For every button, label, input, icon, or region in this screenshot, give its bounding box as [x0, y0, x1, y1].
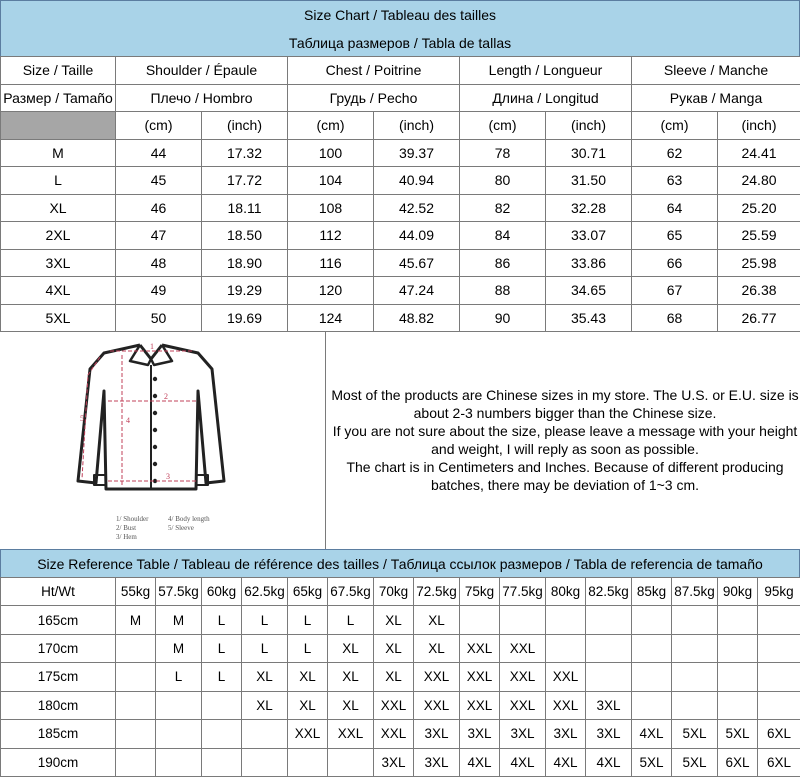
size-row [1, 277, 800, 305]
chart-title-band-1 [0, 0, 800, 29]
weight-header-cell: 72.5kg [414, 578, 460, 606]
recommended-size-cell [758, 663, 800, 691]
recommended-size-cell: L [288, 606, 328, 634]
recommended-size-cell: L [202, 663, 242, 691]
unit-cell: (inch) [374, 112, 460, 140]
legend-item-sleeve: 5/ Sleeve [168, 524, 194, 532]
measurement-cell: 26.38 [718, 277, 800, 305]
recommended-size-cell: 3XL [460, 720, 500, 748]
measurement-cell: 33.07 [546, 222, 632, 250]
weight-header-cell: 82.5kg [586, 578, 632, 606]
measurement-cell: 86 [460, 249, 546, 277]
recommended-size-cell: XL [374, 606, 414, 634]
recommended-size-cell [460, 606, 500, 634]
recommended-size-cell: 5XL [632, 748, 672, 776]
recommended-size-cell: 3XL [374, 748, 414, 776]
recommended-size-cell: XXL [500, 634, 546, 662]
reference-row [1, 663, 800, 691]
measurement-cell: 40.94 [374, 167, 460, 195]
recommended-size-cell: XL [288, 691, 328, 719]
recommended-size-cell [116, 748, 156, 776]
measurement-cell: 66 [632, 249, 718, 277]
recommended-size-cell: XL [242, 691, 288, 719]
reference-row [1, 748, 800, 776]
measurement-cell: 47 [116, 222, 202, 250]
measurement-cell: 33.86 [546, 249, 632, 277]
size-note [330, 331, 800, 549]
note-line: If you are not sure about the size, please leave a message with your height [333, 422, 798, 440]
recommended-size-cell: 4XL [500, 748, 546, 776]
size-label-cell: L [1, 167, 116, 195]
size-row [1, 194, 800, 222]
recommended-size-cell: XXL [460, 691, 500, 719]
legend-item-body-length: 4/ Body length [168, 515, 210, 523]
measurement-cell: 45 [116, 167, 202, 195]
recommended-size-cell: XXL [500, 691, 546, 719]
measurement-cell: 62 [632, 139, 718, 167]
info-section [0, 331, 800, 549]
weight-header-cell: 77.5kg [500, 578, 546, 606]
measurement-cell: 100 [288, 139, 374, 167]
weight-header-cell: 90kg [718, 578, 758, 606]
sleeve-header-alt: Рукав / Manga [632, 84, 800, 112]
measurement-cell: 90 [460, 304, 546, 332]
recommended-size-cell: XXL [374, 720, 414, 748]
length-header-alt: Длина / Longitud [460, 84, 632, 112]
measurement-cell: 48 [116, 249, 202, 277]
measure-num-2: 2 [164, 392, 168, 401]
measurement-cell: 17.32 [202, 139, 288, 167]
note-line: The chart is in Centimeters and Inches. Because of different producing [346, 458, 783, 476]
measurement-cell: 19.69 [202, 304, 288, 332]
measurement-cell: 46 [116, 194, 202, 222]
recommended-size-cell: M [156, 634, 202, 662]
recommended-size-cell: L [288, 634, 328, 662]
measurement-cell: 18.11 [202, 194, 288, 222]
recommended-size-cell: XXL [460, 663, 500, 691]
size-row [1, 249, 800, 277]
recommended-size-cell: 3XL [586, 691, 632, 719]
measurement-cell: 18.50 [202, 222, 288, 250]
reference-title: Size Reference Table / Tableau de référence des tailles / Таблица ссылок размеров / Tabla de referencia de tamaño [37, 556, 763, 572]
measurement-cell: 50 [116, 304, 202, 332]
measurement-cell: 25.98 [718, 249, 800, 277]
chest-header: Chest / Poitrine [288, 57, 460, 85]
recommended-size-cell: XL [242, 663, 288, 691]
measurement-cell: 112 [288, 222, 374, 250]
weight-header-cell: 67.5kg [328, 578, 374, 606]
size-row [1, 222, 800, 250]
size-header-alt: Размер / Tamaño [1, 84, 116, 112]
recommended-size-cell [116, 720, 156, 748]
measurement-cell: 104 [288, 167, 374, 195]
measurement-cell: 108 [288, 194, 374, 222]
measurement-cell: 120 [288, 277, 374, 305]
measurement-cell: 68 [632, 304, 718, 332]
size-label-cell: XL [1, 194, 116, 222]
weight-header-cell: 62.5kg [242, 578, 288, 606]
height-cell: 180cm [1, 691, 116, 719]
recommended-size-cell [758, 691, 800, 719]
measurement-cell: 88 [460, 277, 546, 305]
recommended-size-cell: XXL [500, 663, 546, 691]
recommended-size-cell: 3XL [500, 720, 546, 748]
legend-item-hem: 3/ Hem [116, 533, 137, 541]
size-row [1, 167, 800, 195]
recommended-size-cell: 4XL [546, 748, 586, 776]
measurement-cell: 31.50 [546, 167, 632, 195]
recommended-size-cell [672, 691, 718, 719]
shoulder-header: Shoulder / Épaule [116, 57, 288, 85]
recommended-size-cell [288, 748, 328, 776]
legend-item-shoulder: 1/ Shoulder [116, 515, 149, 523]
height-cell: 190cm [1, 748, 116, 776]
recommended-size-cell: 6XL [758, 720, 800, 748]
height-weight-header: Ht/Wt [1, 578, 116, 606]
recommended-size-cell [758, 606, 800, 634]
recommended-size-cell [156, 691, 202, 719]
recommended-size-cell [116, 691, 156, 719]
measure-num-5: 5 [80, 414, 84, 423]
measurement-cell: 35.43 [546, 304, 632, 332]
recommended-size-cell: 4XL [586, 748, 632, 776]
recommended-size-cell: 3XL [414, 748, 460, 776]
measurement-cell: 84 [460, 222, 546, 250]
recommended-size-cell [672, 634, 718, 662]
shoulder-header-alt: Плечо / Hombro [116, 84, 288, 112]
recommended-size-cell: L [242, 606, 288, 634]
weight-header-cell: 75kg [460, 578, 500, 606]
recommended-size-cell: XL [374, 634, 414, 662]
recommended-size-cell [718, 606, 758, 634]
size-label-cell: 5XL [1, 304, 116, 332]
recommended-size-cell: XXL [546, 691, 586, 719]
recommended-size-cell: 3XL [586, 720, 632, 748]
measurement-cell: 19.29 [202, 277, 288, 305]
unit-cell: (cm) [116, 112, 202, 140]
recommended-size-cell [546, 634, 586, 662]
recommended-size-cell: 5XL [718, 720, 758, 748]
recommended-size-cell [328, 748, 374, 776]
measurement-cell: 124 [288, 304, 374, 332]
measurement-cell: 26.77 [718, 304, 800, 332]
height-cell: 185cm [1, 720, 116, 748]
reference-row [1, 720, 800, 748]
chart-title-line1: Size Chart / Tableau des tailles [304, 7, 496, 23]
recommended-size-cell: 6XL [718, 748, 758, 776]
recommended-size-cell: 5XL [672, 748, 718, 776]
measurement-cell: 48.82 [374, 304, 460, 332]
recommended-size-cell [718, 691, 758, 719]
size-header: Size / Taille [1, 57, 116, 85]
measurement-cell: 24.41 [718, 139, 800, 167]
measurement-cell: 17.72 [202, 167, 288, 195]
measurement-cell: 30.71 [546, 139, 632, 167]
recommended-size-cell [242, 720, 288, 748]
chest-header-alt: Грудь / Pecho [288, 84, 460, 112]
size-header-row-2 [1, 84, 800, 112]
recommended-size-cell [586, 606, 632, 634]
measurement-cell: 78 [460, 139, 546, 167]
recommended-size-cell [116, 663, 156, 691]
unit-cell: (inch) [546, 112, 632, 140]
measurement-cell: 44 [116, 139, 202, 167]
measure-num-1: 1 [150, 342, 154, 351]
reference-row [1, 691, 800, 719]
reference-row [1, 606, 800, 634]
weight-header-cell: 57.5kg [156, 578, 202, 606]
recommended-size-cell [546, 606, 586, 634]
weight-header-cell: 60kg [202, 578, 242, 606]
length-header: Length / Longueur [460, 57, 632, 85]
reference-header-row [1, 578, 800, 606]
measurement-cell: 49 [116, 277, 202, 305]
recommended-size-cell: XXL [374, 691, 414, 719]
measurement-cell: 24.80 [718, 167, 800, 195]
recommended-size-cell: XXL [414, 691, 460, 719]
measurement-cell: 82 [460, 194, 546, 222]
recommended-size-cell: M [116, 606, 156, 634]
recommended-size-cell: 3XL [546, 720, 586, 748]
measurement-cell: 65 [632, 222, 718, 250]
weight-header-cell: 70kg [374, 578, 414, 606]
recommended-size-cell: XL [328, 663, 374, 691]
measurement-cell: 18.90 [202, 249, 288, 277]
recommended-size-cell [672, 663, 718, 691]
recommended-size-cell [718, 663, 758, 691]
units-corner [1, 112, 116, 140]
recommended-size-cell [632, 691, 672, 719]
legend-item-bust: 2/ Bust [116, 524, 136, 532]
unit-cell: (inch) [202, 112, 288, 140]
recommended-size-cell: XL [328, 634, 374, 662]
recommended-size-cell [156, 748, 202, 776]
unit-cell: (cm) [632, 112, 718, 140]
recommended-size-cell [242, 748, 288, 776]
recommended-size-cell [202, 691, 242, 719]
measure-num-4: 4 [126, 416, 130, 425]
weight-header-cell: 55kg [116, 578, 156, 606]
recommended-size-cell [632, 634, 672, 662]
measurement-cell: 80 [460, 167, 546, 195]
unit-cell: (cm) [460, 112, 546, 140]
recommended-size-cell: XL [328, 691, 374, 719]
measurement-cell: 45.67 [374, 249, 460, 277]
chart-title-band-2 [0, 29, 800, 56]
size-label-cell: 3XL [1, 249, 116, 277]
note-line: Most of the products are Chinese sizes in my store. The U.S. or E.U. size is [331, 386, 798, 404]
recommended-size-cell: XL [414, 634, 460, 662]
note-line: and weight, I will reply as soon as possible. [431, 440, 699, 458]
reference-title-band [0, 549, 800, 577]
recommended-size-cell [632, 606, 672, 634]
measurement-cell: 39.37 [374, 139, 460, 167]
recommended-size-cell [500, 606, 546, 634]
recommended-size-cell [672, 606, 718, 634]
shirt-diagram [0, 331, 326, 549]
measurement-cell: 25.20 [718, 194, 800, 222]
size-row [1, 304, 800, 332]
weight-header-cell: 85kg [632, 578, 672, 606]
measurement-cell: 63 [632, 167, 718, 195]
size-header-row-1 [1, 57, 800, 85]
recommended-size-cell: XL [288, 663, 328, 691]
recommended-size-cell: XL [374, 663, 414, 691]
measurement-cell: 47.24 [374, 277, 460, 305]
height-cell: 170cm [1, 634, 116, 662]
recommended-size-cell: M [156, 606, 202, 634]
size-label-cell: 4XL [1, 277, 116, 305]
measurement-cell: 64 [632, 194, 718, 222]
note-line: about 2-3 numbers bigger than the Chinese size. [414, 404, 717, 422]
recommended-size-cell: 4XL [460, 748, 500, 776]
recommended-size-cell: XXL [460, 634, 500, 662]
measurement-cell: 25.59 [718, 222, 800, 250]
size-label-cell: 2XL [1, 222, 116, 250]
recommended-size-cell [202, 720, 242, 748]
size-label-cell: M [1, 139, 116, 167]
recommended-size-cell: XXL [546, 663, 586, 691]
recommended-size-cell: L [202, 634, 242, 662]
note-line: batches, there may be deviation of 1~3 cm. [431, 476, 699, 494]
recommended-size-cell: 6XL [758, 748, 800, 776]
recommended-size-cell: L [242, 634, 288, 662]
recommended-size-cell [116, 634, 156, 662]
recommended-size-cell [586, 634, 632, 662]
weight-header-cell: 87.5kg [672, 578, 718, 606]
units-row [1, 112, 800, 140]
measure-num-3: 3 [166, 472, 170, 481]
unit-cell: (cm) [288, 112, 374, 140]
size-row [1, 139, 800, 167]
recommended-size-cell: L [202, 606, 242, 634]
recommended-size-cell: XXL [328, 720, 374, 748]
measurement-cell: 32.28 [546, 194, 632, 222]
measurement-cell: 42.52 [374, 194, 460, 222]
recommended-size-cell: XL [414, 606, 460, 634]
unit-cell: (inch) [718, 112, 800, 140]
weight-header-cell: 80kg [546, 578, 586, 606]
recommended-size-cell: L [328, 606, 374, 634]
size-reference-table [0, 577, 800, 777]
recommended-size-cell: 5XL [672, 720, 718, 748]
sleeve-header: Sleeve / Manche [632, 57, 800, 85]
height-cell: 165cm [1, 606, 116, 634]
recommended-size-cell [632, 663, 672, 691]
recommended-size-cell [718, 634, 758, 662]
measurement-cell: 44.09 [374, 222, 460, 250]
recommended-size-cell: L [156, 663, 202, 691]
weight-header-cell: 65kg [288, 578, 328, 606]
reference-row [1, 634, 800, 662]
height-cell: 175cm [1, 663, 116, 691]
size-chart-table [0, 56, 800, 332]
recommended-size-cell [758, 634, 800, 662]
recommended-size-cell [202, 748, 242, 776]
recommended-size-cell [586, 663, 632, 691]
recommended-size-cell: 3XL [414, 720, 460, 748]
chart-title-line2: Таблица размеров / Tabla de tallas [289, 35, 511, 51]
shirt-illustration [0, 331, 326, 549]
recommended-size-cell [156, 720, 202, 748]
measurement-cell: 116 [288, 249, 374, 277]
weight-header-cell: 95kg [758, 578, 800, 606]
recommended-size-cell: XXL [288, 720, 328, 748]
recommended-size-cell: XXL [414, 663, 460, 691]
recommended-size-cell: 4XL [632, 720, 672, 748]
measurement-cell: 34.65 [546, 277, 632, 305]
measurement-cell: 67 [632, 277, 718, 305]
